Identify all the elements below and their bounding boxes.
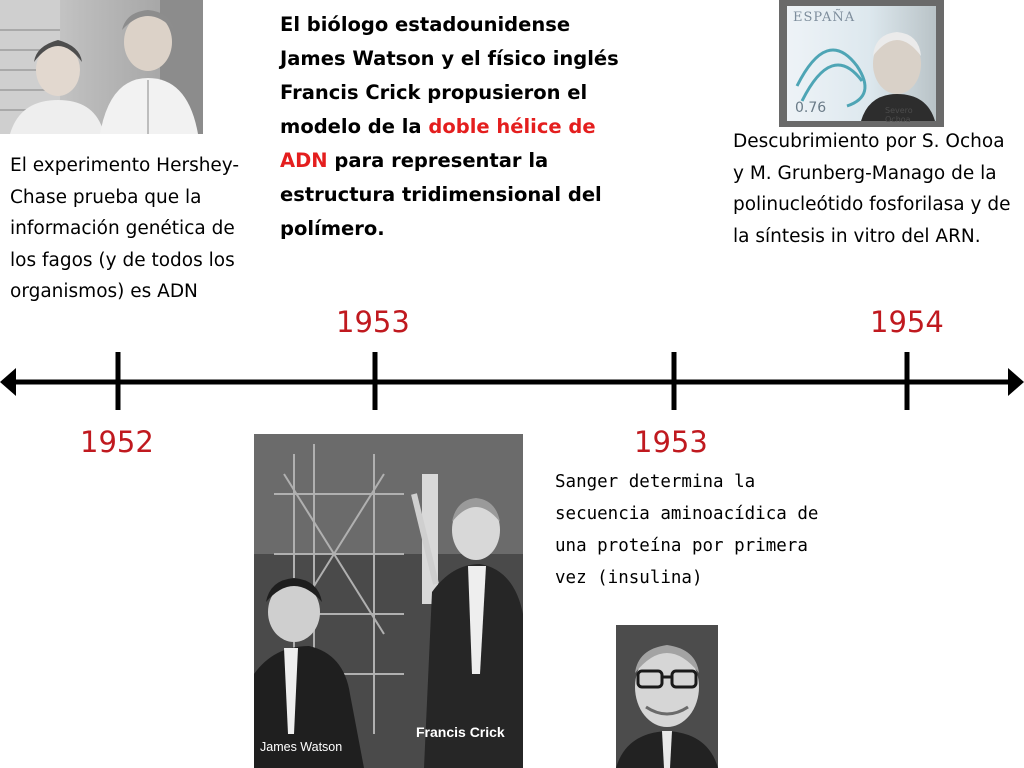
watson-crick-text-part1: El biólogo estadounidense James Watson y el físico inglés Francis Crick propusieron el modelo de la (280, 13, 619, 138)
watson-crick-text-part2: para representar la estructura tridimensional del polímero. (280, 149, 602, 240)
year-label-1954: 1954 (870, 305, 944, 339)
year-label-1953-bottom: 1953 (634, 425, 708, 459)
sanger-photo (616, 625, 718, 768)
timeline-arrow-left-icon (0, 368, 16, 396)
event-1954-text: Descubrimiento por S. Ochoa y M. Grunberg-Manago de la polinucleótido fosforilasa y de la síntesis in vitro del ARN. (733, 131, 1011, 247)
watson-crick-text-highlight: doble hélice de ADN (280, 115, 596, 172)
year-label-1953-top: 1953 (336, 305, 410, 339)
year-label-1952: 1952 (80, 425, 154, 459)
stamp-name: Severo Ochoa (885, 106, 913, 124)
timeline-arrow-right-icon (1008, 368, 1024, 396)
event-1952-text: El experimento Hershey-Chase prueba que la información genética de los fagos (y de todos los organismos) es ADN (10, 155, 240, 302)
caption-francis-crick: Francis Crick (416, 724, 505, 740)
event-1953-sanger-text: Sanger determina la secuencia aminoacídica de una proteína por primera vez (insulina) (555, 472, 819, 588)
stamp-value: 0.76 (795, 100, 827, 116)
stamp-country: ESPAÑA (793, 10, 856, 25)
caption-james-watson: James Watson (260, 740, 343, 754)
watson-crick-photo (254, 434, 523, 768)
